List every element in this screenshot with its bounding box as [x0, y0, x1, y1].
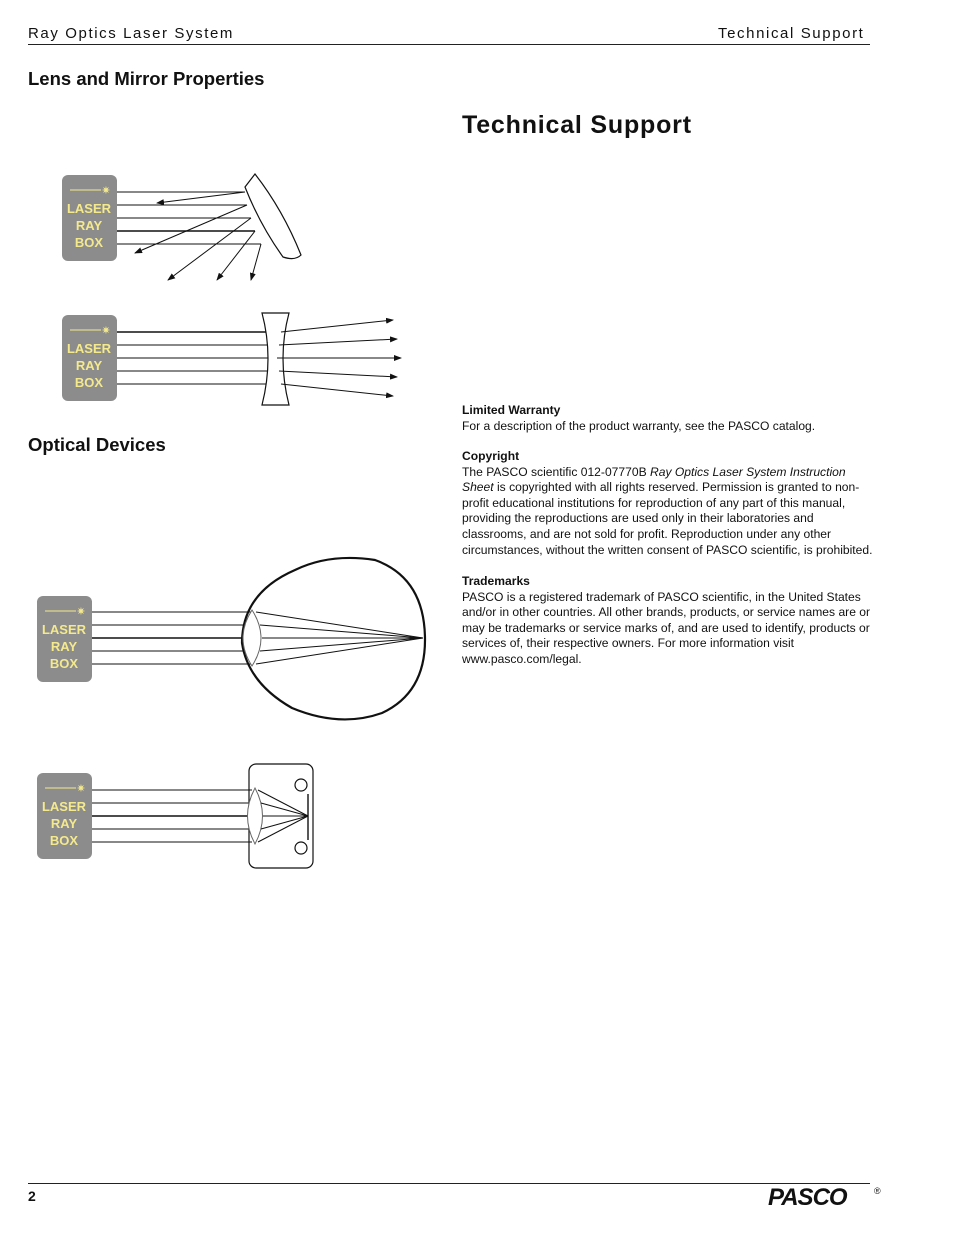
incident-rays — [92, 612, 252, 664]
ray-box-label-box: BOX — [49, 833, 79, 848]
footer-divider — [28, 1183, 870, 1184]
figure-concave-mirror — [55, 165, 315, 290]
copyright-section — [462, 449, 874, 558]
ray-box-label-laser: LASER — [41, 622, 87, 637]
concave-lens — [262, 313, 289, 405]
warranty-heading: Limited Warranty — [462, 403, 561, 417]
ray-box-label-ray: RAY — [75, 358, 103, 373]
camera-knob-bottom — [295, 842, 307, 854]
ray-box-label-laser: LASER — [66, 341, 112, 356]
ray-box — [62, 315, 117, 401]
logo-wordmark: PASCO — [768, 1184, 847, 1210]
concave-mirror — [245, 174, 301, 259]
ray-box — [62, 175, 117, 261]
page-number: 2 — [28, 1188, 36, 1204]
laser-star-icon: ✷ — [101, 184, 111, 197]
copyright-body-start: The PASCO scientific 012-07770B — [462, 464, 650, 479]
ray-box-label-box: BOX — [74, 235, 104, 250]
figure-diverging-lens — [55, 305, 410, 417]
trademarks-body: PASCO is a registered trademark of PASCO scientific, in the United States and/or in other countries. All other brands, products, or service names are or may be trademarks or service marks of, and are used to identify, products or services of, their respective owners. For more information visit www.pasco.com/legal. — [462, 589, 871, 666]
header-section-title: Technical Support — [718, 25, 865, 42]
copyright-body-end: is copyrighted with all rights reserved. Permission is granted to non-profit educational institutions for reproduction of any part of this manual, providing the reproductions are used only in their laboratories and classrooms, and are not sold for profit. Reproduction under any other circumstances, without the written consent of PASCO scientific, is prohibited. — [462, 480, 873, 557]
ray-box-label-ray: RAY — [50, 816, 78, 831]
ray-box-label-ray: RAY — [75, 218, 103, 233]
copyright-body — [462, 465, 874, 559]
ray-box-label-ray: RAY — [50, 639, 78, 654]
section-title-lens-mirror: Lens and Mirror Properties — [28, 68, 265, 89]
laser-star-icon: ✷ — [101, 324, 111, 337]
ray-box-label-laser: LASER — [66, 201, 112, 216]
warranty-body: For a description of the product warranty, see the PASCO catalog. — [462, 418, 816, 433]
trademarks-heading: Trademarks — [462, 574, 530, 588]
incident-rays — [117, 332, 279, 384]
incident-rays — [117, 192, 261, 244]
ray-box-label-laser: LASER — [41, 799, 87, 814]
header-divider — [28, 44, 870, 45]
section-title-optical-devices: Optical Devices — [28, 434, 166, 455]
header-document-title: Ray Optics Laser System — [28, 25, 235, 42]
figure-eye-model — [30, 548, 435, 730]
eyeball-outline — [242, 558, 425, 719]
page-title: Technical Support — [462, 111, 692, 139]
ray-box-label-box: BOX — [49, 656, 79, 671]
refracted-rays — [277, 320, 401, 396]
ray-box — [37, 773, 92, 859]
laser-star-icon: ✷ — [76, 605, 86, 618]
trademarks-section — [462, 574, 874, 668]
ray-box-label-box: BOX — [74, 375, 104, 390]
incident-rays — [92, 790, 252, 842]
camera-knob-top — [295, 779, 307, 791]
ray-box — [37, 596, 92, 682]
copyright-doc-title: Ray Optics Laser System Instruction Sheet — [462, 464, 846, 495]
pasco-logo — [766, 1184, 886, 1210]
figure-camera-model — [30, 760, 320, 872]
registered-mark: ® — [874, 1186, 881, 1196]
copyright-heading: Copyright — [462, 449, 520, 463]
laser-star-icon: ✷ — [76, 782, 86, 795]
warranty-section — [462, 403, 874, 434]
